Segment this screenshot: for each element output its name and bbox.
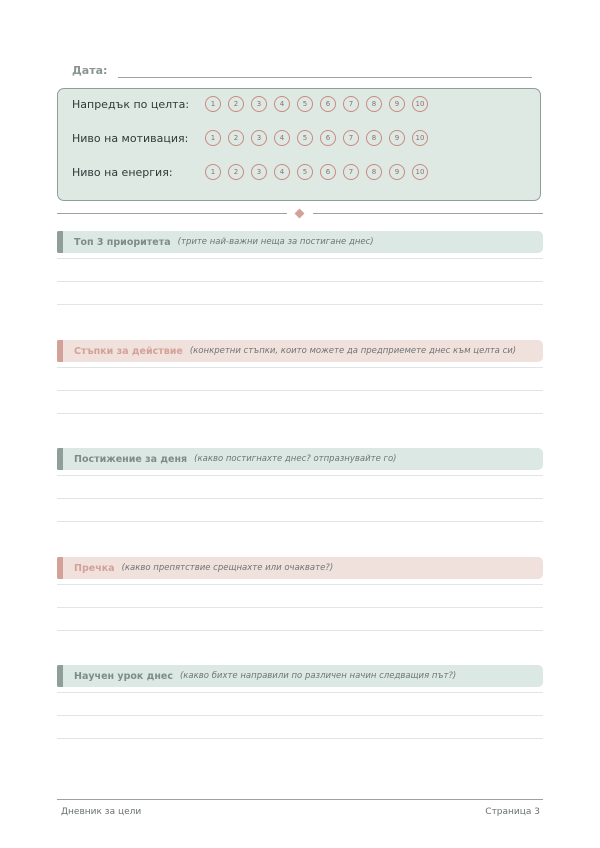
section-accent-bar [57, 340, 63, 362]
rating-label: Напредък по целта: [72, 98, 190, 111]
rating-circle[interactable]: 4 [274, 130, 290, 146]
section-header [57, 340, 543, 362]
section-action-steps [57, 340, 543, 362]
writing-line[interactable] [57, 281, 543, 282]
rating-circle[interactable]: 5 [297, 96, 313, 112]
rating-scale [205, 96, 435, 112]
rating-circle[interactable]: 6 [320, 164, 336, 180]
writing-line[interactable] [57, 630, 543, 631]
section-title: Научен урок днес [74, 670, 173, 682]
rating-circle[interactable]: 10 [412, 130, 428, 146]
section-title: Топ 3 приоритета [74, 236, 171, 248]
rating-circle[interactable]: 8 [366, 130, 382, 146]
date-row [72, 62, 532, 80]
footer-page-number: Страница 3 [485, 807, 540, 817]
rating-circle[interactable]: 6 [320, 96, 336, 112]
section-subtitle: (какво препятствие срещнахте или очаквате?) [121, 563, 334, 573]
section-header [57, 665, 543, 687]
writing-line[interactable] [57, 584, 543, 585]
footer-journal-title: Дневник за цели [61, 807, 142, 817]
footer-divider [57, 799, 543, 800]
rating-circle[interactable]: 8 [366, 164, 382, 180]
rating-circle[interactable]: 1 [205, 130, 221, 146]
writing-line[interactable] [57, 390, 543, 391]
section-accent-bar [57, 448, 63, 470]
rating-circle[interactable]: 6 [320, 130, 336, 146]
section-priorities [57, 231, 543, 253]
rating-circle[interactable]: 9 [389, 130, 405, 146]
section-header [57, 448, 543, 470]
rating-scale [205, 164, 435, 180]
rating-circle[interactable]: 8 [366, 96, 382, 112]
writing-line[interactable] [57, 715, 543, 716]
rating-circle[interactable]: 5 [297, 130, 313, 146]
writing-line[interactable] [57, 738, 543, 739]
writing-line[interactable] [57, 304, 543, 305]
rating-circle[interactable]: 3 [251, 164, 267, 180]
rating-circle[interactable]: 2 [228, 96, 244, 112]
writing-line[interactable] [57, 607, 543, 608]
section-header [57, 231, 543, 253]
rating-circle[interactable]: 10 [412, 164, 428, 180]
section-subtitle: (трите най-важни неща за постигане днес) [177, 237, 374, 247]
rating-circle[interactable]: 10 [412, 96, 428, 112]
section-header [57, 557, 543, 579]
rating-label: Ниво на мотивация: [72, 132, 189, 145]
rating-circle[interactable]: 3 [251, 130, 267, 146]
writing-line[interactable] [57, 258, 543, 259]
rating-circle[interactable]: 3 [251, 96, 267, 112]
divider-right [313, 213, 543, 214]
writing-line[interactable] [57, 498, 543, 499]
section-subtitle: (какво бихте направили по различен начин следващия път?) [179, 671, 457, 681]
section-title: Стъпки за действие [74, 345, 183, 357]
rating-circle[interactable]: 7 [343, 130, 359, 146]
section-accent-bar [57, 665, 63, 687]
rating-scale [205, 130, 435, 146]
rating-label: Ниво на енергия: [72, 166, 173, 179]
section-achievement [57, 448, 543, 470]
section-accent-bar [57, 231, 63, 253]
rating-panel [57, 88, 541, 201]
section-title: Пречка [74, 562, 115, 574]
section-lesson [57, 665, 543, 687]
writing-line[interactable] [57, 521, 543, 522]
diamond-ornament [295, 209, 305, 219]
rating-circle[interactable]: 5 [297, 164, 313, 180]
rating-circle[interactable]: 2 [228, 130, 244, 146]
divider-left [57, 213, 287, 214]
rating-circle[interactable]: 7 [343, 96, 359, 112]
rating-circle[interactable]: 7 [343, 164, 359, 180]
writing-line[interactable] [57, 475, 543, 476]
rating-circle[interactable]: 1 [205, 96, 221, 112]
rating-circle[interactable]: 1 [205, 164, 221, 180]
date-field[interactable] [118, 77, 532, 78]
rating-circle[interactable]: 4 [274, 96, 290, 112]
writing-line[interactable] [57, 413, 543, 414]
rating-circle[interactable]: 9 [389, 164, 405, 180]
rating-circle[interactable]: 2 [228, 164, 244, 180]
section-obstacle [57, 557, 543, 579]
writing-line[interactable] [57, 692, 543, 693]
date-label: Дата: [72, 64, 108, 77]
section-subtitle: (конкретни стъпки, които можете да предприемете днес към целта си) [189, 346, 517, 356]
section-subtitle: (какво постигнахте днес? отпразнувайте го) [194, 454, 397, 464]
rating-circle[interactable]: 4 [274, 164, 290, 180]
rating-circle[interactable]: 9 [389, 96, 405, 112]
section-accent-bar [57, 557, 63, 579]
section-title: Постижение за деня [74, 453, 188, 465]
writing-line[interactable] [57, 367, 543, 368]
